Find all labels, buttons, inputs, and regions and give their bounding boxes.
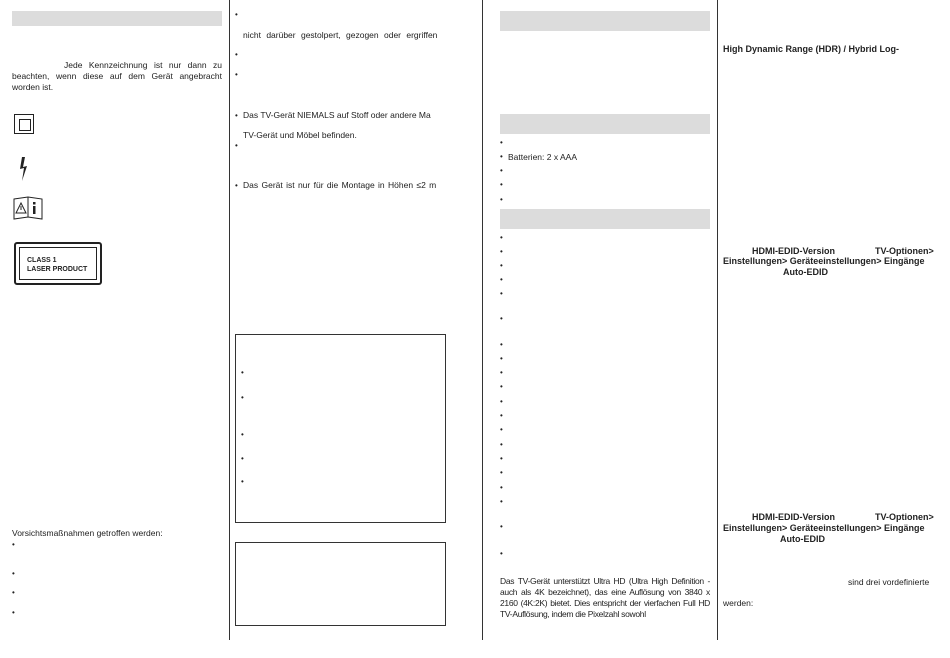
bullet: • — [500, 440, 503, 449]
bullet: • — [500, 468, 503, 477]
double-insulation-icon — [14, 114, 34, 134]
warning-manual-icon — [13, 196, 43, 220]
bullet: • — [500, 483, 503, 492]
bullet: • — [241, 368, 244, 377]
bullet: • — [500, 314, 503, 323]
bullet: • — [235, 70, 238, 79]
notice-box — [235, 334, 446, 523]
bullet: • — [241, 430, 244, 439]
column-divider-2 — [482, 0, 483, 640]
furniture-text: TV-Gerät und Möbel befinden. — [243, 130, 357, 140]
werden-text: werden: — [723, 598, 754, 608]
bullet: • — [500, 454, 503, 463]
edid-auto-option: Auto-EDID — [783, 267, 828, 277]
mounting-height-text: Das Gerät ist nur für die Montage in Höhen ≤2 m — [243, 180, 437, 190]
marking-note: Jede Kennzeichnung ist nur dann zu beachten, wenn diese auf dem Gerät angebracht worden ist. — [12, 60, 222, 92]
bullet: • — [500, 289, 503, 298]
bullet: • — [500, 549, 503, 558]
section-header-bar — [500, 11, 710, 31]
presets-text: sind drei vordefinierte — [848, 577, 930, 587]
fabric-warning: Das TV-Gerät NIEMALS auf Stoff oder andere Ma — [243, 110, 431, 120]
stumble-text: nicht darüber gestolpert, gezogen oder ergriffen — [243, 30, 438, 40]
bullet: • — [500, 397, 503, 406]
bullet: • — [500, 522, 503, 531]
bullet: • — [500, 425, 503, 434]
bullet: • — [500, 368, 503, 377]
edid-menu-path-2: Einstellungen> Geräteeinstellungen> Eingänge — [723, 523, 925, 533]
edid-version-label: HDMI-EDID-Version — [752, 246, 836, 256]
edid-auto-option-2: Auto-EDID — [780, 534, 825, 544]
uhd-paragraph: Das TV-Gerät unterstützt Ultra HD (Ultra High Definition - auch als 4K bezeichnet), das eine Auflösung von 3840 x 2160 (4K:2K) bietet. Dies entspricht der vierfachen Full HD TV-Auflösung, indem die Pixelzahl sowohl — [500, 576, 710, 619]
bullet: • — [241, 454, 244, 463]
hdr-heading: High Dynamic Range (HDR) / Hybrid Log- — [723, 44, 900, 54]
bullet: • — [500, 411, 503, 420]
bullet: • — [500, 354, 503, 363]
bullet: • — [12, 540, 15, 549]
bullet: • — [500, 195, 503, 204]
bullet: • — [235, 111, 238, 120]
bullet: • — [12, 608, 15, 617]
bullet: • — [500, 152, 503, 161]
laser-product-text: LASER PRODUCT — [27, 266, 88, 273]
precautions-text: Vorsichtsmaßnahmen getroffen werden: — [12, 528, 163, 538]
bullet: • — [500, 138, 503, 147]
bullet: • — [241, 393, 244, 402]
bullet: • — [500, 247, 503, 256]
section-header-bar — [12, 11, 222, 26]
bullet: • — [12, 588, 15, 597]
laser-class-text: CLASS 1 — [27, 257, 57, 264]
column-divider-1 — [229, 0, 230, 640]
section-header-bar — [500, 114, 710, 134]
section-header-bar — [500, 209, 710, 229]
bullet: • — [235, 141, 238, 150]
column-divider-3 — [717, 0, 718, 640]
batteries-text: Batterien: 2 x AAA — [508, 152, 577, 162]
notice-box-2 — [235, 542, 446, 626]
bullet: • — [500, 180, 503, 189]
edid-version-label-2: HDMI-EDID-Version — [752, 512, 836, 522]
bullet: • — [500, 166, 503, 175]
bullet: • — [500, 233, 503, 242]
bullet: • — [235, 50, 238, 59]
bullet: • — [500, 382, 503, 391]
laser-product-label — [14, 242, 102, 285]
bullet: • — [12, 569, 15, 578]
edid-menu-path-start-2: TV-Optionen> — [875, 512, 934, 522]
edid-menu-path: Einstellungen> Geräteeinstellungen> Eingänge — [723, 256, 925, 266]
bullet: • — [235, 10, 238, 19]
bullet: • — [500, 275, 503, 284]
bullet: • — [500, 261, 503, 270]
bullet: • — [235, 181, 238, 190]
bullet: • — [500, 340, 503, 349]
lightning-icon — [17, 157, 29, 181]
bullet: • — [500, 497, 503, 506]
bullet: • — [241, 477, 244, 486]
edid-menu-path-start: TV-Optionen> — [875, 246, 934, 256]
